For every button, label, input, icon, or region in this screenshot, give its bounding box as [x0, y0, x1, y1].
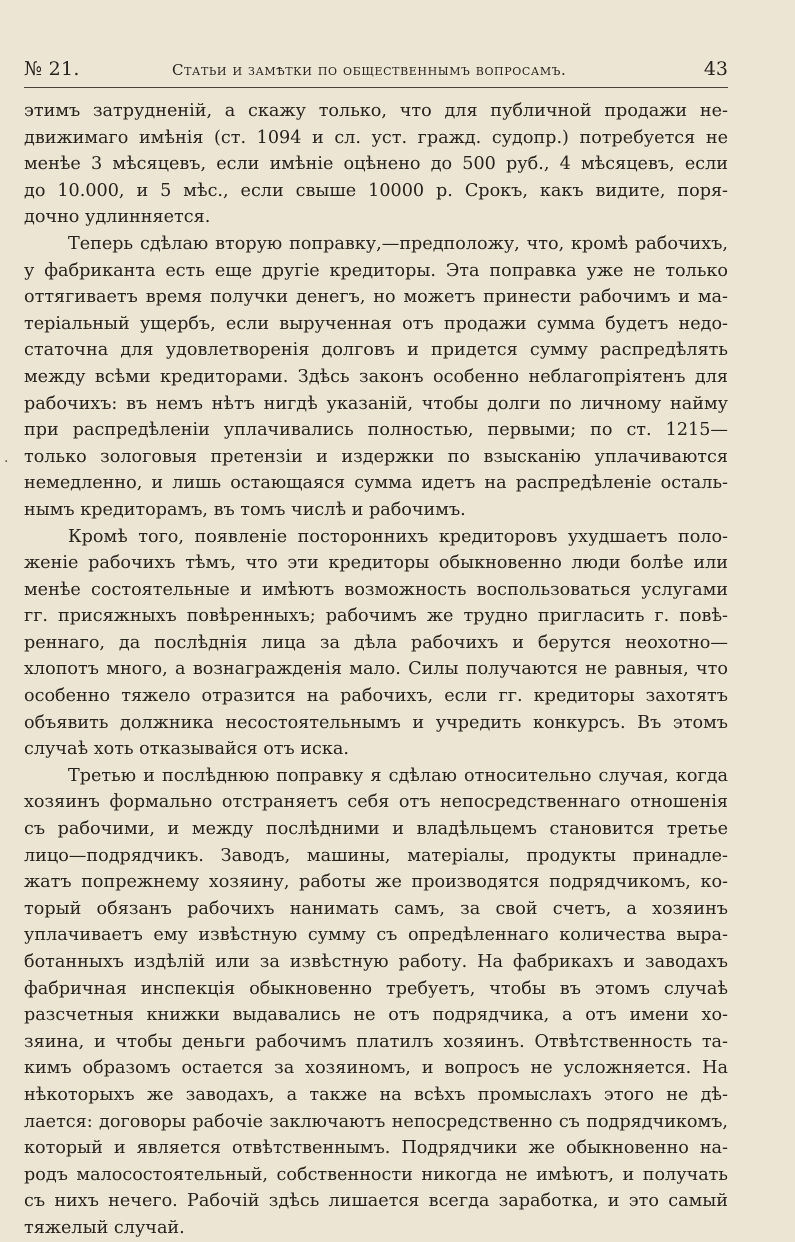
- text-line: ботанныхъ издѣлій или за извѣстную работу. На фабрикахъ и заводахъ: [24, 952, 728, 972]
- text-line: случаѣ хоть отказывайся отъ иска.: [24, 739, 349, 760]
- text-line: нѣкоторыхъ же заводахъ, а также на всѣхъ промыслахъ этого не дѣ-: [24, 1084, 728, 1105]
- text-line: менѣе 3 мѣсяцевъ, если имѣніе оцѣнено до 500 руб., 4 мѣсяцевъ, если: [24, 154, 728, 175]
- paragraph: [24, 763, 728, 1242]
- text-line: лается: договоры рабочіе заключаютъ непосредственно съ подрядчикомъ,: [24, 1111, 728, 1132]
- text-line: объявить должника несостоятельнымъ и учредить конкурсъ. Въ этомъ: [24, 712, 728, 733]
- running-header: [24, 58, 728, 84]
- paragraph: [24, 231, 728, 524]
- page-number: 43: [703, 58, 728, 80]
- text-line: только зологовыя претензіи и издержки по взысканію уплачиваются: [24, 446, 728, 467]
- text-line: особенно тяжело отразится на рабочихъ, если гг. кредиторы захотятъ: [24, 686, 728, 707]
- text-line: дочно удлинняется.: [24, 207, 211, 228]
- text-line: зяина, и чтобы деньги рабочимъ платилъ хозяинъ. Отвѣтственность та-: [24, 1031, 728, 1052]
- text-line: менѣе состоятельные и имѣютъ возможность воспользоваться услугами: [24, 579, 728, 600]
- text-line: нымъ кредиторамъ, въ томъ числѣ и рабочимъ.: [24, 499, 466, 520]
- text-line: движимаго имѣнія (ст. 1094 и сл. уст. гражд. судопр.) потребуется не: [24, 127, 728, 148]
- text-line: кимъ образомъ остается за хозяиномъ, и вопросъ не усложняется. На: [24, 1058, 728, 1079]
- text-line: Теперь сдѣлаю вторую поправку,—предположу, что, кромѣ рабочихъ,: [68, 233, 728, 254]
- text-line: тяжелый случай.: [24, 1217, 185, 1238]
- margin-mark: .: [4, 450, 9, 466]
- text-line: женіе рабочихъ тѣмъ, что эти кредиторы обыкновенно люди болѣе или: [24, 553, 728, 574]
- paragraph: [24, 524, 728, 763]
- text-line: торый обязанъ рабочихъ нанимать самъ, за свой счетъ, а хозяинъ: [24, 898, 728, 919]
- text-line: съ рабочими, и между послѣдними и владѣльцемъ становится третье: [24, 819, 728, 840]
- body-text: [24, 98, 728, 1242]
- text-line: немедленно, и лишь остающаяся сумма идетъ на распредѣленіе осталь-: [24, 473, 728, 494]
- text-line: этимъ затрудненій, а скажу только, что для публичной продажи не-: [24, 101, 728, 121]
- text-line: разсчетныя книжки выдавались не отъ подрядчика, а отъ имени хо-: [24, 1005, 728, 1026]
- text-line: теріальный ущербъ, если вырученная отъ продажи сумма будетъ недо-: [24, 313, 728, 334]
- text-line: при распредѣленіи уплачивались полностью, первыми; по ст. 1215—: [24, 420, 728, 441]
- text-line: гг. присяжныхъ повѣренныхъ; рабочимъ же трудно пригласить г. повѣ-: [24, 606, 728, 627]
- text-line: реннаго, да послѣднія лица за дѣла рабочихъ и берутся неохотно—: [24, 632, 728, 653]
- text-line: лицо—подрядчикъ. Заводъ, машины, матеріалы, продукты принадле-: [24, 845, 728, 866]
- text-line: у фабриканта есть еще другіе кредиторы. Эта поправка уже не только: [24, 260, 728, 281]
- text-line: съ нихъ нечего. Рабочій здѣсь лишается всегда заработка, и это самый: [24, 1191, 728, 1212]
- text-line: статочна для удовлетворенія долговъ и придется сумму распредѣлять: [24, 340, 728, 361]
- text-line: оттягиваетъ время получки денегъ, но можетъ принести рабочимъ и ма-: [24, 287, 728, 308]
- header-rule: [24, 87, 728, 88]
- text-line: жатъ попрежнему хозяину, работы же производятся подрядчикомъ, ко-: [24, 872, 728, 893]
- text-line: до 10.000, и 5 мѣс., если свыше 10000 р. Срокъ, какъ видите, поря-: [24, 180, 728, 201]
- text-line: между всѣми кредиторами. Здѣсь законъ особенно неблагопріятенъ для: [24, 366, 728, 387]
- text-line: фабричная инспекція обыкновенно требуетъ, чтобы въ этомъ случаѣ: [24, 978, 728, 999]
- running-title: Статьи и замѣтки по общественнымъ вопросамъ.: [172, 61, 567, 79]
- text-line: уплачиваетъ ему извѣстную сумму съ опредѣленнаго количества выра-: [24, 925, 728, 946]
- text-line: родъ малосостоятельный, собственности никогда не имѣютъ, и получать: [24, 1164, 728, 1185]
- text-line: Кромѣ того, появленіе постороннихъ кредиторовъ ухудшаетъ поло-: [68, 526, 728, 547]
- issue-number: № 21.: [24, 58, 80, 80]
- text-line: который и является отвѣтственнымъ. Подрядчики же обыкновенно на-: [24, 1138, 728, 1159]
- text-line: Третью и послѣднюю поправку я сдѣлаю относительно случая, когда: [68, 765, 728, 786]
- paragraph: [24, 98, 728, 231]
- text-line: хлопотъ много, а вознагражденія мало. Силы получаются не равныя, что: [24, 659, 728, 680]
- text-line: рабочихъ: въ немъ нѣтъ нигдѣ указаній, чтобы долги по личному найму: [24, 393, 728, 414]
- text-line: хозяинъ формально отстраняетъ себя отъ непосредственнаго отношенія: [24, 792, 728, 813]
